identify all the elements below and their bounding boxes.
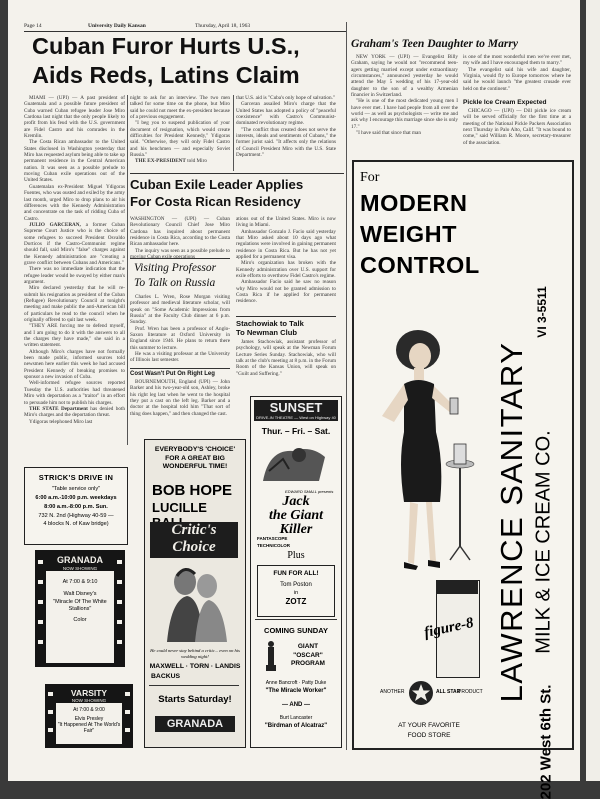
feature-tagline: FUN FOR ALL! <box>273 570 319 577</box>
film-frame <box>56 688 122 744</box>
paragraph: is one of the most wonderful men we've ever met, my wife and I have encouraged them to marry." <box>463 54 571 67</box>
film-perforation <box>48 692 53 696</box>
main-story-column-1 <box>24 95 125 447</box>
column-rule <box>127 95 128 445</box>
column-rule <box>233 95 234 171</box>
ad-hours: 8:00 a.m.-8:00 p.m. Sun. <box>44 504 108 510</box>
film-perforation <box>125 692 130 696</box>
now-showing: NOW SHOWING <box>46 566 114 571</box>
film-perforation <box>117 580 122 584</box>
paragraph: "The conflict thus created does not serve the interests, ideals and sentiments of Cubans," the former jurist said. "It affects only the relations of Council President Miro with the U.S. State Department." <box>236 126 336 159</box>
company-subtitle-anchor <box>532 430 555 654</box>
stachowiak-story <box>236 339 336 391</box>
section-rule <box>130 368 230 369</box>
paragraph: a former Cuban Supreme Court Justice who is the choice of some refugees to succeed President Osvaldo Dorticos if the Castro-Communist regime should fall, said Miro's "false" charges against the Kennedy administration are "creating a grave conflict between Cubans and Americans." <box>24 221 126 266</box>
film-process: FANTASCOPE <box>257 536 288 541</box>
phone-anchor <box>532 286 552 338</box>
issue-date: Thursday, April 18, 1963 <box>195 23 251 29</box>
stachowiak-headline-line-1: Stachowiak to Talk <box>236 319 304 328</box>
film-perforation <box>125 710 130 714</box>
store-line: AT YOUR FAVORITE <box>398 722 460 729</box>
main-headline-line-1: Cuban Furor Hurts U.S., <box>32 33 300 59</box>
film-perforation <box>38 560 43 564</box>
company-subtitle: MILK & ICE CREAM CO. <box>532 430 555 654</box>
now-showing: NOW SHOWING <box>56 698 122 703</box>
pickle-story <box>463 108 571 156</box>
paragraph: MIAMI — (UPI) — A past president of Guatemala and a possible future president of Cuba warned Cuban refugee leader Jose Miro Cardona last night that the only people likely to profit from his feud with the U.S. government are Fidel Castro and his comrades in the Kremlin. <box>24 95 125 140</box>
ad-address: 4 blocks N. of Kaw bridge) <box>43 521 109 527</box>
header-rule <box>24 31 346 32</box>
film-perforation <box>117 620 122 624</box>
ad-rule <box>149 685 239 686</box>
ad-line: "Table service only" <box>51 486 101 492</box>
paragraph: ations out of the United States. Miro is now living in Miami. <box>236 216 336 229</box>
paragraph: Charles L. Wren, Rose Morgan visiting professor and medieval literature scholar, will speak on "Some Academic Impressions from Russia" at the Faculty Club dinner at 6 p.m. Sunday. <box>130 294 230 326</box>
phone-number: VI 3-5511 <box>535 286 549 338</box>
adjacent-page-edge <box>586 0 600 781</box>
cast-list: BACKUS <box>151 673 181 680</box>
critics-choice-ad <box>144 439 246 748</box>
paragraph: CHICAGO — (UPI) — Dill pickle ice cream will be served officially for the first time at a meeting of the National Pickle Packers Association next Thursday in Palo Alto, Calif. "It was bound to come," said William R. Moore, secretary-treasurer of the association. <box>463 108 571 146</box>
granada-ad <box>35 550 125 667</box>
store-line: FOOD STORE <box>407 732 451 739</box>
film-title-line: the Giant <box>268 508 324 523</box>
carton-top <box>436 580 478 594</box>
film-title-line: Critic's <box>171 522 217 538</box>
cast-list: MAXWELL · TORN · LANDIS <box>149 663 241 670</box>
subhead: JULIO GARCERAN, <box>29 221 81 228</box>
giant-illustration <box>259 441 331 485</box>
show-days: Thur. – Fri. – Sat. <box>261 426 331 436</box>
ad-headline-line: WEIGHT <box>360 221 457 247</box>
ad-headline-line: MODERN <box>360 190 468 216</box>
newspaper-page <box>8 0 580 799</box>
paragraph: "THEY ARE forcing me to defend myself, and I am going to do it with the answers to all the charges they have made," she said in a written statement. <box>24 323 125 349</box>
professor-headline-line-1: Visiting Professor <box>134 262 217 274</box>
paragraph: "I have said that since that man <box>356 130 421 137</box>
film-title <box>251 495 341 537</box>
graham-headline: Graham's Teen Daughter to Marry <box>351 37 519 50</box>
paragraph: BOURNEMOUTH, England (UPI) — John Barker and his two-year-old son, Ashley, broke his right leg last when he went to the hospital they put a cast on the left leg. Barker and a doctor at the hospital told him "That sort of thing does happen," and then changed the cast. <box>130 379 230 417</box>
main-headline-line-2: Aids Reds, Latins Claim <box>32 62 300 88</box>
subhead: THE EX-PRESIDENT <box>135 158 186 165</box>
oscar-program-line: GIANT <box>297 643 319 650</box>
in-label: in <box>293 590 299 596</box>
star-name: LUCILLE <box>152 500 207 515</box>
paragraph: Prof. Wren has been a professor of Anglo-Saxon literature at Oxford University in England since 1946. He plans to return there this summer to lecture. <box>130 325 230 351</box>
ad-for: For <box>360 170 380 185</box>
paragraph: Ydigoras telephoned Miro last <box>29 418 93 425</box>
exile-headline-line-2: For Costa Rican Residency <box>130 194 301 209</box>
oscar-program-line: "OSCAR" <box>293 651 323 659</box>
showtimes: At 7:00 & 9:00 <box>73 707 105 713</box>
film-perforation <box>117 640 122 644</box>
exile-column-2 <box>236 216 336 314</box>
film-process: TECHNICOLOR <box>257 543 290 548</box>
company-name: LAWRENCE SANITARY <box>494 341 529 703</box>
pickle-headline: Pickle Ice Cream Expected <box>463 99 547 106</box>
film-title: "Miracle Of The White Stallions" <box>53 599 107 612</box>
all-star-label: ALL STAR <box>436 689 461 695</box>
coming-sunday: COMING SUNDAY <box>264 626 328 635</box>
film-perforation <box>38 600 43 604</box>
ad-address: 732 N. 2nd (Highway 40-59 — <box>38 513 114 519</box>
exile-headline-line-1: Cuban Exile Leader Applies <box>130 177 304 192</box>
film-perforation <box>48 728 53 732</box>
tagline-line: FOR A GREAT BIG <box>165 454 225 462</box>
feature-title: ZOTZ <box>285 597 307 606</box>
couple-illustration <box>157 562 233 642</box>
paragraph: night to ask for an interview. The two men talked for some time on the phone, but Miro said he could not meet the ex-president because of a previous engagement. <box>130 95 230 121</box>
oscar-program <box>279 643 337 669</box>
paragraph: The Costa Rican ambassador to the United States disclosed in Washington yesterday that Miro has requested asylum being able to take up permanent residence in the Central American nation. It was seen as a possible prelude to moving Cuban exile operations out of the United States. <box>24 139 125 184</box>
paragraph: James Stachowiak, assistant professor of psychology, will speak at the Newman Forum Lecture Series Sunday. Stachowiak, who will talk at the club's meeting at 8 p.m. in the Forum Room of the Kansas Union, will speak on "Guilt and Suffering." <box>236 339 336 377</box>
paragraph: The evangelist said his wife and daughter, Virginia, would fly to Europe tomorrow where he said he would launch "the greatest crusade ever held on the continent." <box>463 66 571 92</box>
film-title: "It Happened At The World's Fair" <box>57 722 121 734</box>
producer-credit: EDWARD SMALL presents <box>285 489 334 494</box>
cost-story <box>130 379 230 429</box>
ad-title: STRICK'S DRIVE IN <box>38 473 114 482</box>
color-note: Color <box>73 617 87 623</box>
tagline-line: WONDERFUL TIME! <box>162 463 228 470</box>
all-star-emblem-icon <box>408 680 434 706</box>
film-perforation <box>48 710 53 714</box>
paragraph: "He is one of the most dedicated young men I have ever met. I have had people from all over the world — as well as psychologists — write me and ask why I encourage this marriage since she is only 17." <box>351 98 458 130</box>
ad-headline <box>360 188 480 281</box>
ad-hours: 6:00 a.m.-10:00 p.m. weekdays <box>35 495 117 501</box>
theater-name: GRANADA <box>155 716 235 732</box>
film-title-line: Killer <box>279 522 313 537</box>
ad-rule <box>255 619 337 620</box>
film-perforation <box>38 640 43 644</box>
tagline-line: EVERYBODY'S 'CHOICE' <box>154 446 236 453</box>
paragraph: WASHINGTON — (UPI) — Cuban Revolutionary Council Chief Jose Miro Cardona has inquired about permanent residence in Costa Rica, according to the Costa Rican ambassador here. <box>130 216 230 248</box>
subhead: THE STATE Department <box>29 405 88 412</box>
professor-headline-line-2: To Talk on Russia <box>134 277 216 289</box>
company-address: 202 West 6th St. <box>537 684 555 799</box>
theater-name: GRANADA <box>46 554 114 566</box>
exile-column-1 <box>130 216 230 256</box>
professor-story <box>130 294 230 367</box>
oscar-statuette-icon <box>263 640 279 672</box>
brand-logo: figure-8 <box>422 614 476 642</box>
paragraph: "I beg you to suspend publication of your document of resignation, which would create difficulties for President Kennedy," Ydigoras said. "Otherwise, they will only Fidel Castro and his henchmen — and especially Soviet Russia." <box>130 120 230 159</box>
section-rule <box>236 316 336 317</box>
company-name-anchor <box>494 341 529 703</box>
paragraph: Although Miro's charges have not formally been made public, informed sources told newsmen here earlier this week he had accused President Kennedy of breaking promises to sponsor a new invasion of Cuba. <box>24 348 125 381</box>
ad-headline-line: CONTROL <box>360 252 480 278</box>
paragraph: has denied both Miro's charges and the deportation threat. <box>24 405 125 419</box>
studio: Walt Disney's <box>63 591 97 597</box>
title-banner <box>150 522 238 558</box>
ad-tagline <box>145 446 245 472</box>
film-perforation <box>117 560 122 564</box>
theater-name: SUNSET <box>254 400 338 415</box>
paragraph: Guatemalan ex-President Miguel Ydigoras Fuentes, who was ousted and exiled by the army last month, urged Miro to drop plans to air his differences with the Kennedy Administration and concentrate on the task of ridding Cuba of Castro. <box>24 183 125 222</box>
paragraph: NEW YORK — (UPI) — Evangelist Billy Graham, saying he would not "recommend teen-agers getting married except under extraordinary circumstances," announced yesterday he would attend the May 5 wedding of his 17-year-old daughter to the son of a wealthy Armenian financier in Switzerland. <box>351 54 458 99</box>
lawrence-sanitary-ad <box>352 160 574 799</box>
paragraph: Miro's organization has broken with the Kennedy administration over U.S. support for exile efforts to overthrow Fidel Castro's regime. <box>236 260 336 280</box>
graham-column-2 <box>463 54 571 96</box>
paragraph: Miro declared yesterday that he will re-submit his resignation as president of the Cuban (Refugee) Revolutionary Council at tonight's meeting and make public the anti-American bill of particulars he read to the council when he originally offered to quit last week. <box>24 285 125 324</box>
film-title: "Birdman of Alcatraz" <box>264 723 328 729</box>
film-frame <box>46 554 114 663</box>
product-label: PRODUCT <box>458 689 483 695</box>
feature-actor: Tom Poston <box>280 582 312 588</box>
cost-headline: Cost Wasn't Put On Right Leg <box>130 371 215 377</box>
another-label: ANOTHER <box>380 689 405 695</box>
film-title: "The Miracle Worker" <box>265 688 327 694</box>
showtimes: At 7:00 & 9:10 <box>62 579 98 585</box>
theater-subtitle: DRIVE-IN THEATRE — West on Highway 40 <box>254 415 338 421</box>
film-title-line: Choice <box>172 539 216 555</box>
paragraph: Well-informed refugee sources reported Tuesday the U.S. authorities had threatened Miro with deportation as a "traitor" in an effort to persuade him not to publish his charges. <box>24 380 125 406</box>
oscar-program-line: PROGRAM <box>291 660 325 667</box>
paragraph: that U.S. aid is "Cuba's only hope of salvation." <box>236 95 335 101</box>
main-story-column-3 <box>236 95 336 171</box>
sunset-drive-in-ad <box>250 396 342 748</box>
film-perforation <box>117 600 122 604</box>
varsity-ad <box>45 684 133 748</box>
film-perforation <box>125 728 130 732</box>
film-title-line: Jack <box>282 494 310 509</box>
woman-illustration <box>374 312 494 582</box>
page-number: Page 14 <box>24 23 42 29</box>
paragraph: There was no immediate indication that the refugee leader would be swayed by either man's argument. <box>24 266 125 285</box>
and-label: — AND — <box>281 702 311 708</box>
second-feature-box <box>257 565 335 617</box>
address-anchor <box>536 684 556 799</box>
theater-name: VARSITY <box>56 688 122 698</box>
masthead-name: University Daily Kansan <box>88 23 146 29</box>
column-rule <box>346 22 347 750</box>
graham-column-1 <box>351 54 458 155</box>
film-stars: Burt Lancaster <box>279 715 313 721</box>
main-story-column-2 <box>130 95 230 171</box>
film-stars: Anne Bancroft · Patty Duke <box>265 680 327 686</box>
film-title <box>150 522 238 556</box>
figure-8-carton <box>422 580 486 680</box>
film-star: Elvis Presley <box>74 716 104 722</box>
starts-saturday: Starts Saturday! <box>158 694 232 705</box>
section-rule <box>130 258 230 259</box>
paragraph: He was a visiting professor at the University of Illinois last semester. <box>130 351 230 364</box>
paragraph: Ambassador Facio said he saw no reason why Miro would not be granted admission to Costa Rica if he applied for permanent residence. <box>236 279 336 305</box>
paragraph: told Miro <box>187 158 207 165</box>
stachowiak-headline-line-2: To Newman Club <box>236 328 298 337</box>
stricks-drive-in-ad <box>24 467 128 545</box>
paragraph: Ambassador Gonzalo J. Facio said yesterday that Miro asked about 10 days ago what regulations were involved in gaining permanent residence in Costa Rica. But he has not yet applied for a permanent visa. <box>236 228 336 261</box>
paragraph: The inquiry was seen as a possible prelude to <box>135 247 230 254</box>
film-perforation <box>38 580 43 584</box>
film-perforation <box>38 620 43 624</box>
paragraph: Garceran assailed Miro's charge that the United States has adopted a policy of "peaceful coexistence" with Castro's Communist-dominated revolutionary regime. <box>236 101 336 127</box>
ad-caption: He could never stay behind a critic... even on his wedding night! <box>150 648 240 659</box>
star-name: BOB HOPE <box>152 482 233 499</box>
plus-label: Plus <box>287 550 305 561</box>
section-rule <box>130 173 344 174</box>
